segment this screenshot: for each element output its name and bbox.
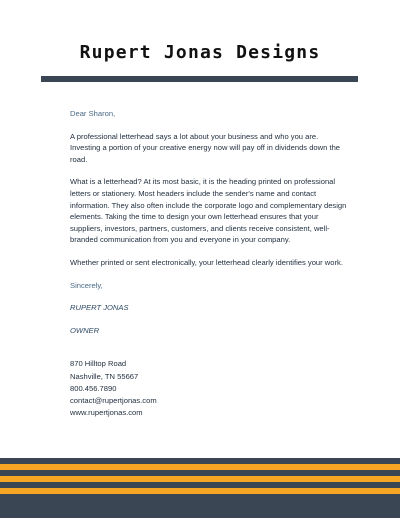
signature-title: OWNER <box>70 325 100 335</box>
contact-city: Nashville, TN 55667 <box>70 371 139 381</box>
contact-block <box>70 358 350 419</box>
signature-block <box>70 302 350 336</box>
signature-name: RUPERT JONAS <box>70 303 129 313</box>
contact-email: contact@rupertjonas.com <box>70 395 157 405</box>
body-paragraph-2: What is a letterhead? At its most basic, it is the heading printed on professional letters or stationery. Most headers include the sender's name and contact information. They also often include the corporate logo and complementary design elements. Taking the time to design your own letterhead ensures that your suppliers, investors, partners, customers, and clients receive consistent, well-branded communication from you and everyone in your company. <box>70 177 347 245</box>
letter-body <box>70 108 350 419</box>
closing: Sincerely, <box>70 280 103 290</box>
contact-website: www.rupertjonas.com <box>70 408 143 418</box>
contact-phone: 800.456.7890 <box>70 383 117 393</box>
salutation: Dear Sharon, <box>70 109 116 118</box>
footer-stripe-navy-4 <box>0 494 400 518</box>
header-divider-bar <box>41 76 358 82</box>
body-paragraph-1: A professional letterhead says a lot about your business and who you are. Investing a portion of your creative energy now will pay off in dividends down the road. <box>70 131 341 164</box>
body-paragraph-3: Whether printed or sent electronically, your letterhead clearly identifies your work. <box>70 257 343 267</box>
contact-street: 870 Hilltop Road <box>70 359 127 369</box>
letterhead-title: Rupert Jonas Designs <box>79 42 321 63</box>
